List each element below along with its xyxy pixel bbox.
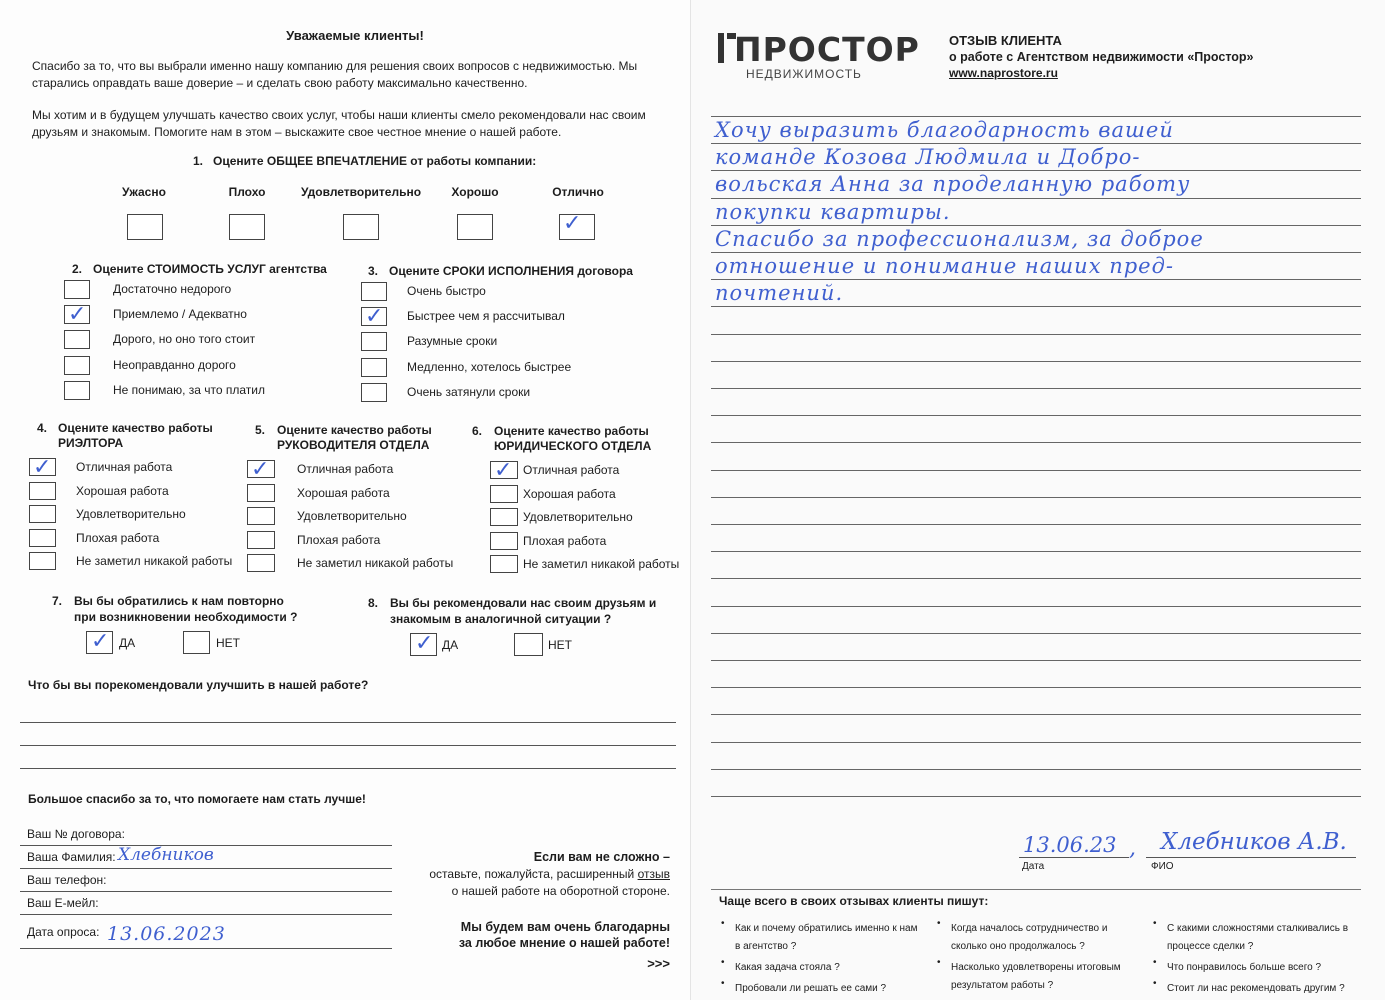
q1-option-checkbox[interactable]	[127, 214, 163, 240]
q4-question-line2: РИЭЛТОРА	[58, 436, 124, 450]
intro-paragraph-1: Спасибо за то, что вы выбрали именно нашу компанию для решения своих вопросов с недвижимостью. Мы старались оправдать ваше доверие – и сделать свою работу максимально качественно.	[32, 59, 638, 90]
q8-no-label: НЕТ	[548, 638, 572, 652]
survey-date-field[interactable]	[20, 948, 392, 949]
q2-option-checkbox[interactable]	[64, 302, 90, 328]
checkmark-icon: ✓	[91, 629, 110, 654]
q6-number: 6.	[472, 424, 483, 438]
q5-option-label: Хорошая работа	[297, 485, 390, 500]
promo-text: оставьте, пожалуйста, расширенный	[429, 867, 635, 881]
q6-question-line1: Оцените качество работы	[494, 424, 649, 438]
bullet-icon: •	[721, 978, 725, 989]
q4-option-label: Хорошая работа	[76, 483, 169, 498]
hints-column-2	[937, 918, 1137, 996]
divider	[711, 889, 1361, 890]
q6-option-checkbox[interactable]	[490, 458, 518, 483]
review-line-text[interactable]: команде Козова Людмила и Добро-	[715, 145, 1141, 170]
review-page	[690, 0, 1385, 1000]
bullet-icon: •	[937, 918, 941, 929]
q5-option-label: Плохая работа	[297, 532, 381, 547]
hint-item	[721, 957, 921, 975]
checkmark-icon: ✓	[251, 457, 270, 482]
q3-option-label: Очень затянули сроки	[407, 384, 531, 399]
q4-option-checkbox[interactable]	[29, 482, 56, 500]
q5-option-label: Не заметил никакой работы	[297, 556, 454, 571]
checkmark-icon: ✓	[415, 631, 434, 656]
q1-option-label: Удовлетворительно	[300, 185, 422, 199]
q3-option-checkbox[interactable]	[361, 358, 387, 377]
ruled-line	[711, 687, 1361, 688]
logo-subtext: НЕДВИЖИМОСТЬ	[746, 67, 862, 81]
ruled-line	[711, 769, 1361, 770]
hint-text: Пробовали ли решать ее сами ?	[735, 983, 887, 994]
q4-option-label: Отличная работа	[76, 460, 173, 474]
q7-yes-label: ДА	[119, 636, 136, 650]
ruled-line	[711, 551, 1361, 552]
ruled-line	[711, 497, 1361, 498]
ruled-line	[711, 442, 1361, 443]
hint-text: Когда началось сотрудничество и сколько оно продолжалось ?	[951, 923, 1108, 952]
q5-option-checkbox[interactable]	[247, 531, 275, 549]
q4-option-checkbox[interactable]	[29, 552, 56, 570]
q3-option-checkbox[interactable]	[361, 304, 387, 330]
survey-date-label: Дата опроса:	[27, 925, 100, 939]
ruled-line	[711, 524, 1361, 525]
hint-item	[721, 978, 921, 996]
review-line-text[interactable]: почтений.	[715, 281, 844, 306]
email-label: Ваш Е-мейл:	[27, 896, 99, 910]
review-line-text[interactable]: вольская Анна за проделанную работу	[715, 172, 1191, 197]
website-link[interactable]: www.naprostore.ru	[949, 66, 1058, 80]
q3-option-label: Медленно, хотелось быстрее	[407, 359, 572, 374]
ruled-line	[711, 143, 1361, 144]
review-line-text[interactable]: отношение и понимание наших пред-	[715, 254, 1175, 278]
review-line-text[interactable]: Хочу выразить благодарность вашей	[715, 118, 1174, 142]
q2-option-checkbox[interactable]	[64, 330, 90, 349]
q5-question-line1: Оцените качество работы	[277, 423, 432, 437]
hint-item	[937, 918, 1137, 954]
q3-option-label: Разумные сроки	[407, 334, 498, 349]
q2-number: 2.	[72, 262, 83, 276]
answer-line[interactable]	[20, 745, 676, 746]
ruled-line	[711, 633, 1361, 634]
q4-option-label: Плохая работа	[76, 530, 160, 545]
comma-separator: ,	[1129, 836, 1136, 861]
hint-text: Насколько удовлетворены итоговым результатом работы ?	[951, 962, 1121, 991]
q6-option-label: Удовлетворительно	[523, 510, 633, 525]
q8-no-checkbox[interactable]	[514, 633, 543, 656]
q5-option-checkbox[interactable]	[247, 457, 275, 482]
hint-text: Что понравилось больше всего ?	[1167, 962, 1322, 973]
q3-number: 3.	[368, 264, 379, 278]
bullet-icon: •	[1153, 918, 1157, 929]
date-field[interactable]	[1019, 857, 1129, 858]
bullet-icon: •	[1153, 957, 1157, 968]
q6-option-label: Плохая работа	[523, 533, 607, 548]
q1-option-checkbox[interactable]	[559, 211, 595, 240]
hint-item	[1153, 957, 1353, 975]
hint-item	[1153, 918, 1353, 954]
q6-option-label: Отличная работа	[523, 463, 620, 477]
q2-option-checkbox[interactable]	[64, 381, 90, 400]
answer-line[interactable]	[20, 722, 676, 723]
hint-item	[721, 918, 921, 954]
checkmark-icon: ✓	[494, 458, 513, 483]
hint-item	[937, 957, 1137, 993]
q8-yes-label: ДА	[442, 638, 459, 652]
hint-text: Какая задача стояла ?	[735, 962, 840, 973]
q1-option-label: Плохо	[228, 185, 266, 199]
ruled-line	[711, 170, 1361, 171]
ruled-line	[711, 388, 1361, 389]
survey-date-value[interactable]: 13.06.2023	[107, 923, 226, 945]
logo-text: ПРОСТОР	[734, 30, 920, 69]
q4-option-label: Удовлетворительно	[76, 507, 186, 522]
ruled-line	[711, 361, 1361, 362]
q1-option-checkbox[interactable]	[229, 214, 265, 240]
q2-option-checkbox[interactable]	[64, 280, 90, 299]
fio-value[interactable]: Хлебников А.В.	[1161, 829, 1347, 855]
q1-question: Оцените ОБЩЕЕ ВПЕЧАТЛЕНИЕ от работы компании:	[213, 154, 537, 168]
q3-question: Оцените СРОКИ ИСПОЛНЕНИЯ договора	[389, 264, 633, 278]
q5-option-checkbox[interactable]	[247, 484, 275, 502]
promo-thanks-2: за любое мнение о нашей работе!	[458, 936, 670, 950]
ruled-line	[711, 714, 1361, 715]
hint-text: Стоит ли нас рекомендовать другим ?	[1167, 983, 1345, 994]
checkmark-icon: ✓	[33, 455, 52, 480]
contract-label: Ваш № договора:	[27, 827, 125, 841]
q6-option-checkbox[interactable]	[490, 532, 518, 550]
ruled-line	[711, 742, 1361, 743]
q4-number: 4.	[37, 421, 48, 435]
ruled-line	[711, 116, 1361, 117]
q2-option-label: Не понимаю, за что платил	[113, 382, 266, 397]
hints-column-1	[721, 918, 921, 999]
bullet-icon: •	[721, 918, 725, 929]
review-title: ОТЗЫВ КЛИЕНТА	[949, 33, 1062, 48]
q2-option-label: Достаточно недорого	[113, 282, 232, 296]
q8-yes-checkbox[interactable]	[410, 633, 437, 656]
bullet-icon: •	[721, 957, 725, 968]
q3-option-label: Очень быстро	[407, 284, 486, 298]
answer-line[interactable]	[20, 768, 676, 769]
ruled-line	[711, 606, 1361, 607]
q2-option-label: Дорого, но оно того стоит	[113, 332, 256, 347]
phone-label: Ваш телефон:	[27, 873, 107, 887]
date-label: Дата	[1022, 861, 1045, 872]
hint-item	[1153, 978, 1353, 996]
review-subtitle: о работе с Агентством недвижимости «Простор»	[949, 50, 1254, 64]
q6-option-checkbox[interactable]	[490, 485, 518, 503]
ruled-line	[711, 225, 1361, 226]
q6-question-line2: ЮРИДИЧЕСКОГО ОТДЕЛА	[494, 439, 652, 453]
ruled-line	[711, 578, 1361, 579]
q7-yes-checkbox[interactable]	[86, 631, 113, 654]
survey-page	[0, 0, 690, 1000]
review-line-text[interactable]: Спасибо за профессионализм, за доброе	[715, 226, 1204, 251]
improve-question: Что бы вы порекомендовали улучшить в нашей работе?	[28, 678, 369, 692]
q1-option-label: Ужасно	[122, 185, 166, 199]
ruled-line	[711, 660, 1361, 661]
q7-question-line1: Вы бы обратились к нам повторно	[74, 594, 284, 608]
ruled-line	[711, 279, 1361, 280]
surname-label: Ваша Фамилия:	[27, 850, 116, 864]
q4-option-checkbox[interactable]	[29, 505, 56, 523]
ruled-line	[711, 470, 1361, 471]
hints-column-3	[1153, 918, 1353, 999]
surname-value[interactable]: Хлебников	[118, 845, 214, 865]
fio-field[interactable]	[1146, 857, 1356, 858]
phone-field[interactable]	[20, 891, 392, 892]
review-link[interactable]: отзыв	[637, 867, 670, 881]
q8-number: 8.	[368, 596, 379, 610]
q5-number: 5.	[255, 423, 266, 437]
ruled-line	[711, 334, 1361, 335]
q1-option-label: Хорошо	[451, 185, 499, 199]
q5-option-checkbox[interactable]	[247, 554, 275, 572]
ruled-line	[711, 306, 1361, 307]
q7-no-checkbox[interactable]	[183, 631, 210, 654]
bullet-icon: •	[937, 957, 941, 968]
q2-option-label: Неоправданно дорого	[113, 357, 236, 372]
email-field[interactable]	[20, 914, 392, 915]
ruled-line	[711, 415, 1361, 416]
q5-option-label: Удовлетворительно	[297, 509, 407, 524]
fio-label: ФИО	[1151, 861, 1174, 872]
checkmark-icon: ✓	[68, 302, 87, 328]
q6-option-label: Не заметил никакой работы	[523, 557, 680, 572]
bullet-icon: •	[1153, 978, 1157, 989]
q4-option-checkbox[interactable]	[29, 455, 56, 480]
hint-text: С какими сложностями сталкивались в процессе сделки ?	[1167, 923, 1349, 952]
q1-option-checkbox[interactable]	[457, 214, 493, 240]
q3-option-checkbox[interactable]	[361, 332, 387, 351]
ruled-line	[711, 198, 1361, 199]
q7-question-line2: при возникновении необходимости ?	[74, 610, 298, 624]
promo-thanks-1: Мы будем вам очень благодарны	[460, 920, 670, 934]
thanks-text: Большое спасибо за то, что помогаете нам стать лучше!	[28, 792, 366, 806]
hints-title: Чаще всего в своих отзывах клиенты пишут:	[719, 894, 989, 908]
q7-no-label: НЕТ	[216, 636, 240, 650]
q1-number: 1.	[193, 154, 204, 168]
checkmark-icon: ✓	[563, 211, 582, 236]
q3-option-checkbox[interactable]	[361, 383, 387, 402]
promo-text-2: о нашей работе на оборотной стороне.	[451, 884, 670, 898]
q6-option-checkbox[interactable]	[490, 508, 518, 526]
q2-question: Оцените СТОИМОСТЬ УСЛУГ агентства	[93, 262, 327, 276]
q4-question-line1: Оцените качество работы	[58, 421, 213, 435]
q3-option-checkbox[interactable]	[361, 282, 387, 301]
q4-option-label: Не заметил никакой работы	[76, 554, 233, 569]
q8-question-line2: знакомым в аналогичной ситуации ?	[390, 612, 612, 626]
q3-option-label: Быстрее чем я рассчитывал	[407, 309, 565, 324]
q5-option-checkbox[interactable]	[247, 507, 275, 525]
q2-option-label: Приемлемо / Адекватно	[113, 307, 247, 322]
review-date-value[interactable]: 13.06.23	[1023, 833, 1117, 857]
q1-option-label: Отлично	[552, 185, 604, 199]
q6-option-checkbox[interactable]	[490, 555, 518, 573]
surname-field[interactable]	[20, 868, 392, 869]
promo-title: Если вам не сложно –	[533, 850, 670, 864]
ruled-line	[711, 796, 1361, 797]
ruled-line	[711, 252, 1361, 253]
checkmark-icon: ✓	[365, 304, 384, 330]
q5-option-label: Отличная работа	[297, 462, 394, 476]
page-title: Уважаемые клиенты!	[286, 28, 424, 43]
q8-question-line1: Вы бы рекомендовали нас своим друзьям и	[390, 596, 657, 610]
hint-text: Как и почему обратились именно к нам в агентство ?	[735, 923, 918, 952]
q6-option-label: Хорошая работа	[523, 486, 616, 501]
q1-option-checkbox[interactable]	[343, 214, 379, 240]
q4-option-checkbox[interactable]	[29, 529, 56, 547]
q2-option-checkbox[interactable]	[64, 356, 90, 375]
intro-paragraph-2: Мы хотим и в будущем улучшать качество своих услуг, чтобы наши клиенты смело рекомендовали нас своим друзьям и знакомым. Помогите нам в этом – выскажите свое честное мнение о нашей работе.	[32, 108, 646, 139]
q7-number: 7.	[52, 594, 63, 608]
arrows-icon: >>>	[647, 956, 670, 971]
review-line-text[interactable]: покупки квартиры.	[715, 199, 951, 224]
q5-question-line2: РУКОВОДИТЕЛЯ ОТДЕЛА	[277, 438, 430, 452]
